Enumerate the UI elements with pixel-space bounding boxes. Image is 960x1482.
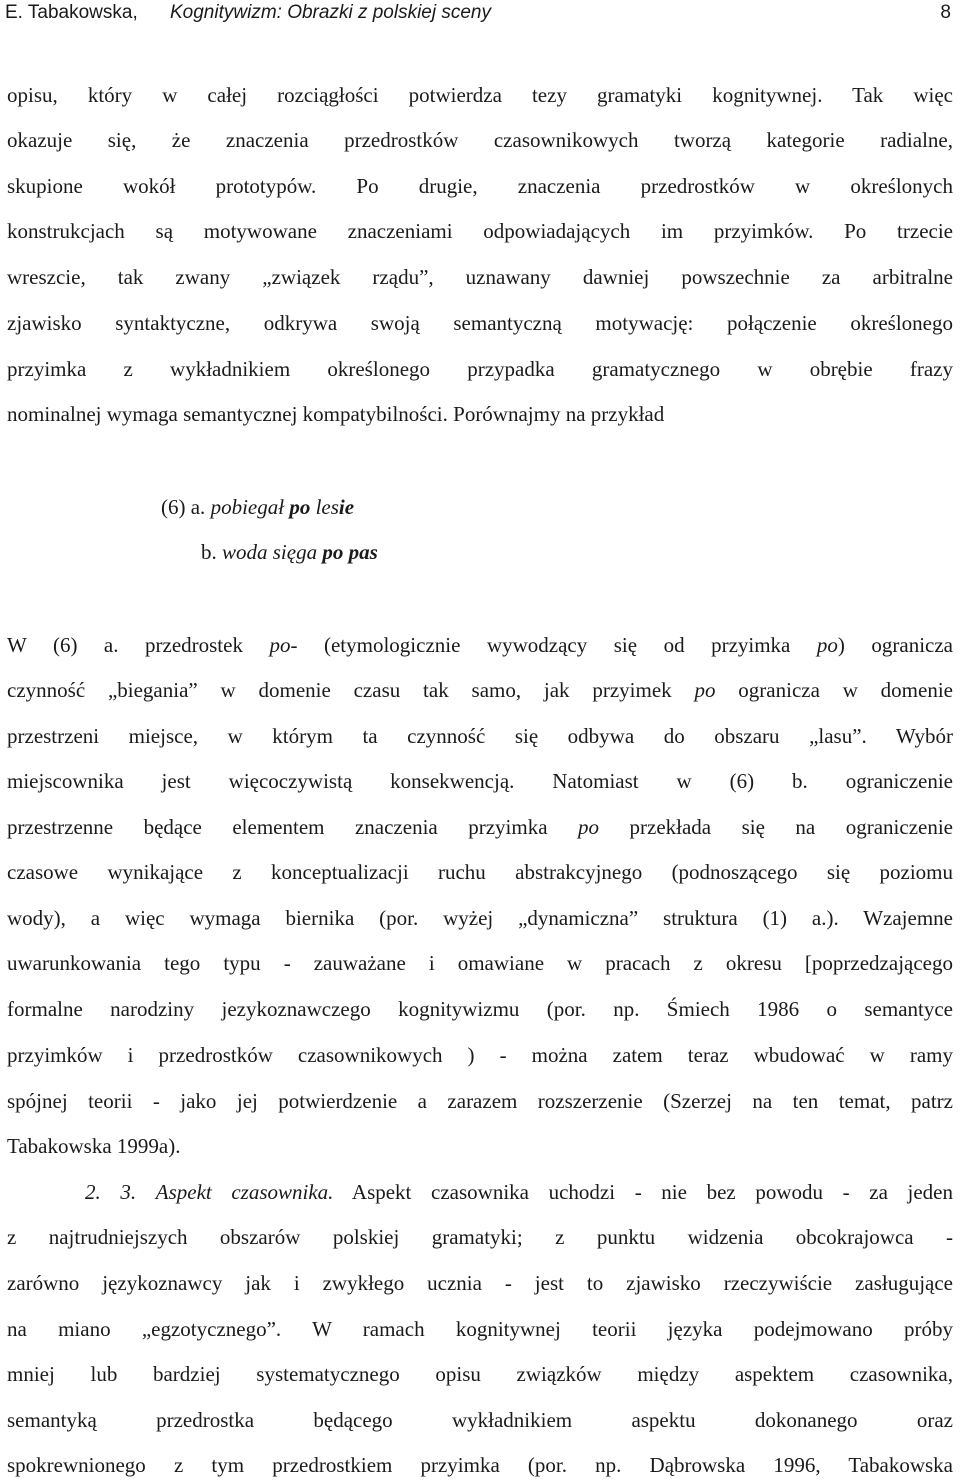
text-line: skupione wokół prototypów. Po drugie, znaczenia przedrostków w określonych bbox=[7, 174, 953, 198]
example-text: ie bbox=[338, 495, 355, 519]
text-line: mniej lub bardziej systematycznego opisu związków między aspektem czasownika, bbox=[7, 1362, 953, 1386]
text-line: przyimka z wykładnikiem określonego przypadka gramatycznego w obrębie frazy bbox=[7, 357, 953, 381]
text-line: opisu, który w całej rozciągłości potwierdza tezy gramatyki kognitywnej. Tak więc bbox=[7, 83, 953, 107]
text-span: po- bbox=[269, 633, 298, 657]
section-heading-line bbox=[85, 1177, 953, 1207]
example-6a bbox=[161, 492, 354, 522]
example-text: po bbox=[289, 495, 311, 519]
text-span: Aspekt czasownika uchodzi - nie bez powodu - za jeden bbox=[333, 1180, 953, 1204]
text-line: formalne narodziny jezykoznawczego kognitywizmu (por. np. Śmiech 1986 o semantyce bbox=[7, 997, 953, 1021]
text-span: przestrzenne będące elementem znaczenia przyimka bbox=[7, 815, 579, 839]
text-line: wreszcie, tak zwany „związek rządu”, uznawany dawniej powszechnie za arbitralne bbox=[7, 265, 953, 289]
section-title: Aspekt czasownika. bbox=[155, 1180, 334, 1204]
text-line: zjawisko syntaktyczne, odkrywa swoją semantyczną motywację: połączenie określonego bbox=[7, 311, 953, 335]
text-span: po bbox=[816, 633, 838, 657]
section-number: 2. 3. bbox=[85, 1180, 137, 1204]
page-number: 8 bbox=[940, 2, 951, 23]
text-span: po bbox=[578, 815, 600, 839]
text-span: przekłada się na ograniczenie bbox=[599, 815, 953, 839]
text-line bbox=[7, 675, 953, 705]
text-line: wody), a więc wymaga biernika (por. wyżej „dynamiczna” struktura (1) a.). Wzajemne bbox=[7, 906, 953, 930]
text-line: spokrewnionego z tym przedrostkiem przyimka (por. np. Dąbrowska 1996, Tabakowska bbox=[7, 1453, 953, 1477]
text-line bbox=[7, 812, 953, 842]
example-text: woda sięga bbox=[222, 540, 318, 564]
text-line: uwarunkowania tego typu - zauważane i omawiane w pracach z okresu [poprzedzającego bbox=[7, 951, 953, 975]
text-line: na miano „egzotycznego”. W ramach kognitywnej teorii języka podejmowano próby bbox=[7, 1317, 953, 1341]
example-text: pobiegał bbox=[210, 495, 285, 519]
text-line: okazuje się, że znaczenia przedrostków czasownikowych tworzą kategorie radialne, bbox=[7, 128, 953, 152]
text-line: miejscownika jest więcoczywistą konsekwencją. Natomiast w (6) b. ograniczenie bbox=[7, 769, 953, 793]
example-6b bbox=[201, 537, 378, 567]
text-span: (etymologicznie wywodzący się od przyimka bbox=[297, 633, 817, 657]
text-span: W (6) a. przedrostek bbox=[7, 633, 270, 657]
text-line: semantyką przedrostka będącego wykładnikiem aspektu dokonanego oraz bbox=[7, 1408, 953, 1432]
page-header bbox=[5, 0, 955, 26]
text-line bbox=[7, 630, 953, 660]
text-line: nominalnej wymaga semantycznej kompatybilności. Porównajmy na przykład bbox=[7, 402, 665, 426]
text-span: po bbox=[694, 678, 716, 702]
text-span: ) ogranicza bbox=[837, 633, 953, 657]
text-line: zarówno językoznawcy jak i zwykłego ucznia - jest to zjawisko rzeczywiście zasługujące bbox=[7, 1271, 953, 1295]
header-title: Kognitywizm: Obrazki z polskiej sceny bbox=[170, 2, 491, 23]
text-span: czynność „biegania” w domenie czasu tak samo, jak przyimek bbox=[7, 678, 695, 702]
text-line: przestrzeni miejsce, w którym ta czynność się odbywa do obszaru „lasu”. Wybór bbox=[7, 724, 953, 748]
example-text: les bbox=[315, 495, 339, 519]
text-line: Tabakowska 1999a). bbox=[7, 1134, 181, 1158]
example-label: b. bbox=[201, 540, 217, 564]
text-line: spójnej teorii - jako jej potwierdzenie a zarazem rozszerzenie (Szerzej na ten temat, patrz bbox=[7, 1089, 953, 1113]
text-span: ogranicza w domenie bbox=[715, 678, 953, 702]
example-text: po pas bbox=[322, 540, 378, 564]
text-line: czasowe wynikające z konceptualizacji ruchu abstrakcyjnego (podnoszącego się poziomu bbox=[7, 860, 953, 884]
example-label: (6) a. bbox=[161, 495, 206, 519]
header-author: E. Tabakowska, bbox=[5, 2, 138, 23]
text-line: przyimków i przedrostków czasownikowych ) - można zatem teraz wbudować w ramy bbox=[7, 1043, 953, 1067]
text-line: konstrukcjach są motywowane znaczeniami odpowiadających im przyimków. Po trzecie bbox=[7, 219, 953, 243]
text-line: z najtrudniejszych obszarów polskiej gramatyki; z punktu widzenia obcokrajowca - bbox=[7, 1225, 953, 1249]
